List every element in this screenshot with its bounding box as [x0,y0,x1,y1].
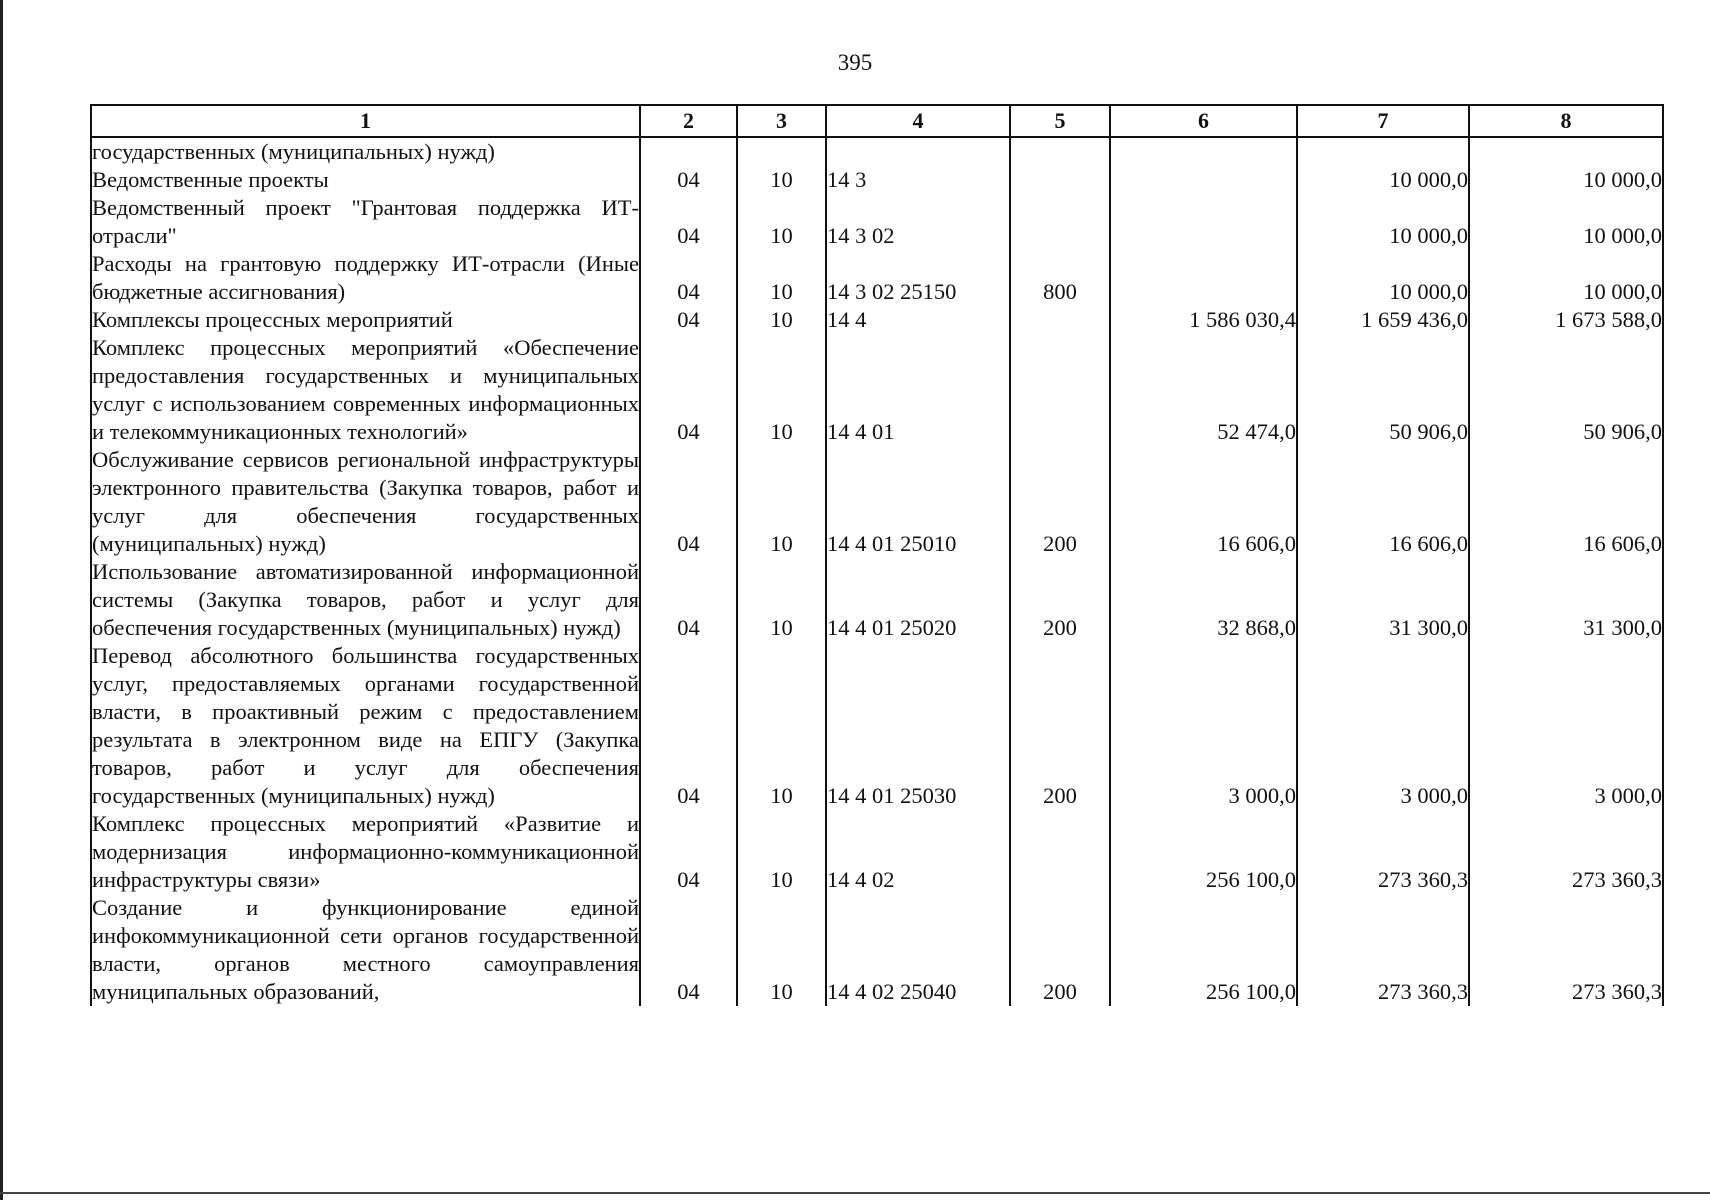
row-expense-type: 200 [1010,558,1110,642]
row-expense-type [1010,334,1110,446]
row-name: Ведомственный проект "Грантовая поддержка ИТ-отрасли" [92,195,639,248]
page-bottom-rule [0,1192,1710,1194]
row-target-article: 14 4 01 25010 [826,446,1010,558]
row-subsection: 10 [737,166,826,194]
row-name: Обслуживание сервисов региональной инфраструктуры электронного правительства (Закупка товаров, работ и услуг для обеспечения государственных (муниципальных) нужд) [92,447,639,556]
header-col-4: 4 [826,105,1010,137]
row-name: Перевод абсолютного большинства государственных услуг, предоставляемых органами государственной власти, в проактивный режим с предоставлением результата в электронном виде на ЕПГУ (Закупка товаров, работ и услуг для обеспечения государственных (муниципальных) нужд) [92,643,639,808]
row-target-article: 14 4 [826,306,1010,334]
row-section: 04 [640,894,737,1006]
budget-table [90,104,1664,1006]
row-amount-col7: 10 000,0 [1297,250,1469,306]
row-subsection: 10 [737,642,826,810]
row-amount-col6: 16 606,0 [1110,446,1297,558]
row-expense-type [1010,194,1110,250]
row-expense-type: 200 [1010,446,1110,558]
row-amount-col7 [1297,137,1469,166]
row-target-article: 14 3 02 [826,194,1010,250]
header-col-3: 3 [737,105,826,137]
row-expense-type [1010,166,1110,194]
row-section: 04 [640,558,737,642]
table-row [91,334,1663,446]
row-name: Создание и функционирование единой инфокоммуникационной сети органов государственной власти, органов местного самоуправления муниципальных образований, [92,895,639,1004]
row-amount-col6: 1 586 030,4 [1110,306,1297,334]
table-row [91,250,1663,306]
row-target-article: 14 4 01 25030 [826,642,1010,810]
row-section: 04 [640,810,737,894]
row-amount-col6 [1110,166,1297,194]
row-expense-type: 800 [1010,250,1110,306]
header-col-8: 8 [1469,105,1663,137]
page-number: 395 [837,50,873,75]
header-col-6: 6 [1110,105,1297,137]
row-name: Ведомственные проекты [91,166,640,194]
table-row [91,166,1663,194]
row-subsection: 10 [737,306,826,334]
row-amount-col7: 10 000,0 [1297,194,1469,250]
row-amount-col8: 50 906,0 [1469,334,1663,446]
row-amount-col6: 256 100,0 [1110,810,1297,894]
row-amount-col7: 50 906,0 [1297,334,1469,446]
row-expense-type [1010,306,1110,334]
row-amount-col8 [1469,137,1663,166]
row-amount-col8: 31 300,0 [1469,558,1663,642]
row-amount-col6: 3 000,0 [1110,642,1297,810]
page-left-edge [0,0,3,1200]
row-name: Комплексы процессных мероприятий [91,306,640,334]
row-name: Комплекс процессных мероприятий «Обеспечение предоставления государственных и муниципальных услуг с использованием современных информационных и телекоммуникационных технологий» [92,335,639,444]
row-subsection: 10 [737,250,826,306]
table-row [91,137,1663,166]
row-amount-col8: 273 360,3 [1469,810,1663,894]
table-row [91,194,1663,250]
row-amount-col7: 273 360,3 [1297,894,1469,1006]
row-subsection [737,137,826,166]
row-subsection: 10 [737,194,826,250]
table-header-row [91,105,1663,137]
row-expense-type [1010,137,1110,166]
row-section: 04 [640,306,737,334]
row-target-article: 14 4 02 25040 [826,894,1010,1006]
row-section: 04 [640,446,737,558]
table-row [91,642,1663,810]
row-target-article: 14 4 01 [826,334,1010,446]
row-expense-type: 200 [1010,642,1110,810]
row-section [640,137,737,166]
row-target-article: 14 3 02 25150 [826,250,1010,306]
row-name: Использование автоматизированной информационной системы (Закупка товаров, работ и услуг для обеспечения государственных (муниципальных) нужд) [92,559,639,640]
row-target-article: 14 4 02 [826,810,1010,894]
row-amount-col8: 10 000,0 [1469,250,1663,306]
row-section: 04 [640,334,737,446]
table-body [91,137,1663,1006]
header-col-5: 5 [1010,105,1110,137]
row-subsection: 10 [737,894,826,1006]
row-target-article [826,137,1010,166]
row-amount-col7: 31 300,0 [1297,558,1469,642]
table-row [91,446,1663,558]
row-subsection: 10 [737,810,826,894]
header-col-7: 7 [1297,105,1469,137]
table-row [91,810,1663,894]
row-amount-col8: 10 000,0 [1469,166,1663,194]
row-section: 04 [640,166,737,194]
row-amount-col6 [1110,194,1297,250]
header-col-2: 2 [640,105,737,137]
row-amount-col8: 273 360,3 [1469,894,1663,1006]
row-amount-col8: 16 606,0 [1469,446,1663,558]
row-subsection: 10 [737,446,826,558]
row-subsection: 10 [737,558,826,642]
row-amount-col7: 273 360,3 [1297,810,1469,894]
row-amount-col6 [1110,250,1297,306]
row-amount-col7: 1 659 436,0 [1297,306,1469,334]
row-amount-col8: 1 673 588,0 [1469,306,1663,334]
row-subsection: 10 [737,334,826,446]
row-amount-col6: 32 868,0 [1110,558,1297,642]
row-amount-col8: 10 000,0 [1469,194,1663,250]
row-expense-type [1010,810,1110,894]
row-amount-col6: 256 100,0 [1110,894,1297,1006]
table-row [91,558,1663,642]
row-amount-col8: 3 000,0 [1469,642,1663,810]
row-section: 04 [640,194,737,250]
row-expense-type: 200 [1010,894,1110,1006]
row-amount-col6: 52 474,0 [1110,334,1297,446]
row-target-article: 14 3 [826,166,1010,194]
row-amount-col7: 3 000,0 [1297,642,1469,810]
table-row [91,306,1663,334]
row-name: Расходы на грантовую поддержку ИТ-отрасли (Иные бюджетные ассигнования) [92,251,639,304]
row-target-article: 14 4 01 25020 [826,558,1010,642]
row-section: 04 [640,250,737,306]
row-name: государственных (муниципальных) нужд) [91,137,640,166]
row-name: Комплекс процессных мероприятий «Развитие и модернизация информационно-коммуникационной инфраструктуры связи» [92,811,639,892]
row-amount-col6 [1110,137,1297,166]
header-col-1: 1 [91,105,640,137]
row-section: 04 [640,642,737,810]
row-amount-col7: 10 000,0 [1297,166,1469,194]
table-row [91,894,1663,1006]
row-amount-col7: 16 606,0 [1297,446,1469,558]
